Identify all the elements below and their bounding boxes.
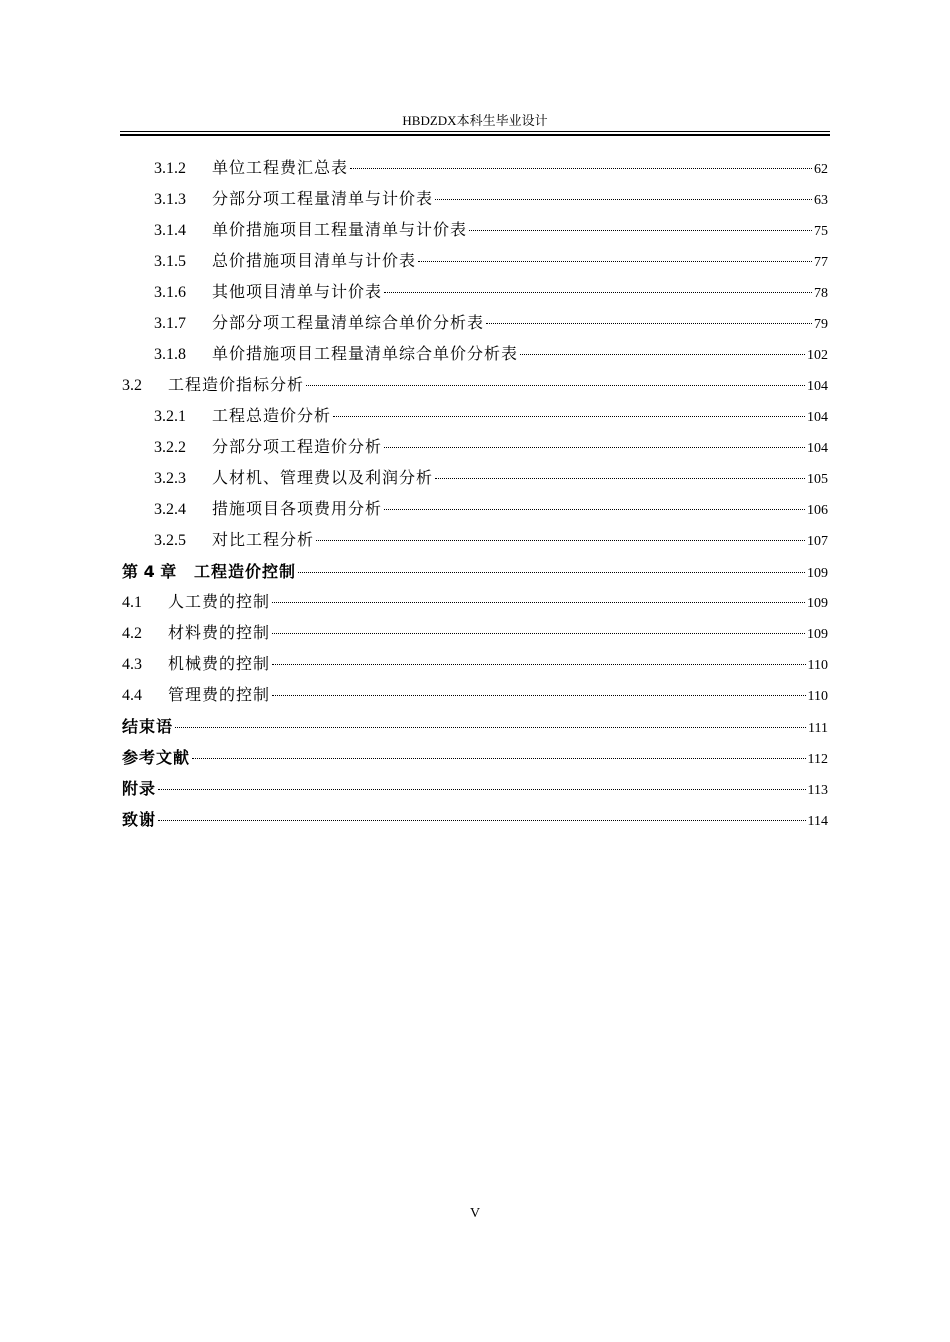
toc-entry-title: 措施项目各项费用分析	[212, 501, 383, 518]
toc-entry[interactable]	[122, 525, 828, 556]
toc-dot-leader	[469, 220, 812, 231]
toc-entry[interactable]	[122, 401, 828, 432]
toc-entry-number: 3.2.1	[154, 408, 186, 425]
page-header: HBDZDX本科生毕业设计	[402, 113, 548, 128]
toc-entry-page: 111	[808, 721, 828, 736]
toc-entry-title: 工程总造价分析	[212, 408, 332, 425]
toc-entry-title: 单位工程费汇总表	[212, 160, 349, 177]
toc-entry-title: 工程造价指标分析	[168, 377, 305, 394]
toc-entry-title: 人工费的控制	[168, 594, 271, 611]
toc-entry-title: 单价措施项目工程量清单综合单价分析表	[212, 346, 519, 363]
toc-dot-leader	[384, 282, 812, 293]
toc-entry-page: 109	[807, 566, 828, 581]
toc-entry-number: 3.2.3	[154, 470, 186, 487]
page-number-footer: V	[469, 1206, 481, 1221]
toc-entry-title: 分部分项工程造价分析	[212, 439, 383, 456]
toc-entry-number: 3.2.5	[154, 532, 186, 549]
header-rule-thick	[120, 134, 830, 136]
toc-entry-page: 106	[807, 503, 828, 518]
toc-dot-leader	[272, 623, 805, 634]
toc-entry-page: 104	[807, 441, 828, 456]
toc-entry-title: 对比工程分析	[212, 532, 315, 549]
toc-entry-page: 79	[814, 317, 828, 332]
toc-entry-title: 参考文献	[122, 748, 191, 767]
toc-entry[interactable]	[122, 618, 828, 649]
toc-entry-number: 3.2.2	[154, 439, 186, 456]
toc-entry-page: 63	[814, 193, 828, 208]
toc-entry-page: 109	[807, 596, 828, 611]
toc-entry-title: 致谢	[122, 810, 157, 829]
toc-entry-page: 110	[807, 658, 828, 673]
toc-entry[interactable]	[122, 773, 828, 804]
toc-entry-title: 分部分项工程量清单综合单价分析表	[212, 315, 485, 332]
toc-entry-page: 109	[807, 627, 828, 642]
toc-dot-leader	[298, 562, 805, 573]
toc-dot-leader	[520, 344, 805, 355]
toc-entry-number: 3.2.4	[154, 501, 186, 518]
toc-entry-page: 75	[814, 224, 828, 239]
toc-entry[interactable]	[122, 339, 828, 370]
toc-dot-leader	[333, 406, 805, 417]
toc-entry[interactable]	[122, 432, 828, 463]
toc-entry-page: 102	[807, 348, 828, 363]
toc-entry-number: 3.1.2	[154, 160, 186, 177]
toc-entry[interactable]	[122, 494, 828, 525]
toc-entry-number: 4.4	[122, 687, 142, 704]
toc-entry[interactable]	[122, 742, 828, 773]
toc-entry[interactable]	[122, 215, 828, 246]
toc-dot-leader	[435, 189, 812, 200]
toc-entry-number: 3.1.8	[154, 346, 186, 363]
toc-entry-page: 113	[807, 783, 828, 798]
toc-entry-number: 4.3	[122, 656, 142, 673]
toc-dot-leader	[384, 499, 805, 510]
toc-entry-page: 114	[807, 814, 828, 829]
toc-entry-number: 3.2	[122, 377, 142, 394]
toc-entry[interactable]	[122, 184, 828, 215]
toc-dot-leader	[272, 685, 806, 696]
toc-entry[interactable]	[122, 246, 828, 277]
toc-entry-title: 人材机、管理费以及利润分析	[212, 470, 434, 487]
toc-dot-leader	[175, 717, 806, 728]
toc-entry[interactable]	[122, 556, 828, 587]
toc-dot-leader	[350, 158, 812, 169]
table-of-contents	[122, 153, 828, 835]
toc-entry-title: 工程造价控制	[194, 562, 297, 581]
toc-entry-number: 3.1.5	[154, 253, 186, 270]
toc-entry-number: 3.1.4	[154, 222, 186, 239]
toc-entry[interactable]	[122, 649, 828, 680]
toc-entry-title: 单价措施项目工程量清单与计价表	[212, 222, 468, 239]
toc-entry-number: 3.1.7	[154, 315, 186, 332]
toc-entry-title: 分部分项工程量清单与计价表	[212, 191, 434, 208]
toc-dot-leader	[158, 810, 806, 821]
toc-entry[interactable]	[122, 680, 828, 711]
header-rule-thin	[120, 131, 830, 132]
toc-dot-leader	[272, 654, 806, 665]
toc-entry-number: 4.1	[122, 594, 142, 611]
toc-entry-title: 机械费的控制	[168, 656, 271, 673]
toc-entry[interactable]	[122, 277, 828, 308]
toc-dot-leader	[486, 313, 812, 324]
toc-entry-page: 77	[814, 255, 828, 270]
toc-entry[interactable]	[122, 153, 828, 184]
toc-entry-page: 110	[807, 689, 828, 704]
toc-entry[interactable]	[122, 711, 828, 742]
toc-entry-number: 3.1.3	[154, 191, 186, 208]
toc-entry[interactable]	[122, 587, 828, 618]
toc-entry[interactable]	[122, 463, 828, 494]
toc-dot-leader	[306, 375, 805, 386]
toc-entry-page: 62	[814, 162, 828, 177]
toc-dot-leader	[435, 468, 805, 479]
toc-entry-page: 104	[807, 410, 828, 425]
toc-entry-number: 4.2	[122, 625, 142, 642]
toc-entry-page: 105	[807, 472, 828, 487]
toc-entry-title: 其他项目清单与计价表	[212, 284, 383, 301]
toc-dot-leader	[418, 251, 812, 262]
toc-entry[interactable]	[122, 370, 828, 401]
toc-dot-leader	[158, 779, 806, 790]
toc-entry-title: 附录	[122, 779, 157, 798]
toc-dot-leader	[384, 437, 805, 448]
toc-entry-number: 3.1.6	[154, 284, 186, 301]
toc-entry-page: 107	[807, 534, 828, 549]
toc-entry-title: 总价措施项目清单与计价表	[212, 253, 417, 270]
toc-entry-title: 材料费的控制	[168, 625, 271, 642]
toc-dot-leader	[192, 748, 806, 759]
toc-dot-leader	[272, 592, 805, 603]
toc-entry-page: 104	[807, 379, 828, 394]
toc-dot-leader	[316, 530, 805, 541]
toc-entry-title: 管理费的控制	[168, 687, 271, 704]
toc-entry-page: 112	[807, 752, 828, 767]
toc-entry-number: 第 4 章	[122, 562, 177, 581]
toc-entry-page: 78	[814, 286, 828, 301]
toc-entry-title: 结束语	[122, 717, 174, 736]
toc-entry[interactable]	[122, 308, 828, 339]
toc-entry[interactable]	[122, 804, 828, 835]
